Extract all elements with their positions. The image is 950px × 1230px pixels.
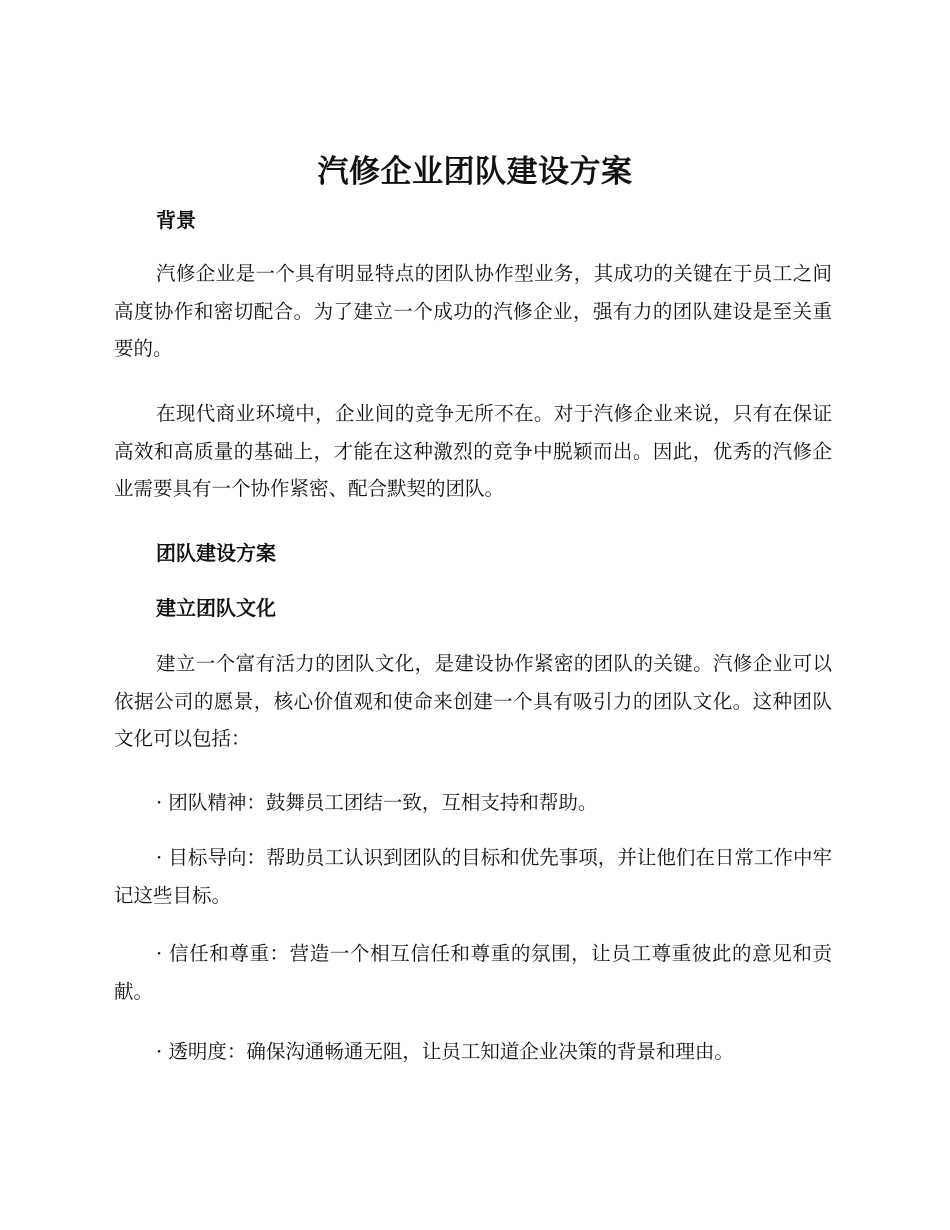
bullet-item-goal-oriented: · 目标导向：帮助员工认识到团队的目标和优先事项，并让他们在日常工作中牢记这些目标。 [114, 846, 832, 907]
section-heading-background: 背景 [156, 208, 196, 232]
bullet-item-trust-respect: · 信任和尊重：营造一个相互信任和尊重的氛围，让员工尊重彼此的意见和贡献。 [114, 942, 832, 1003]
paragraph-background-1: 汽修企业是一个具有明显特点的团队协作型业务，其成功的关键在于员工之间高度协作和密切配合。为了建立一个成功的汽修企业，强有力的团队建设是至关重要的。 [114, 262, 832, 360]
paragraph-background-2: 在现代商业环境中，企业间的竞争无所不在。对于汽修企业来说，只有在保证高效和高质量的基础上，才能在这种激烈的竞争中脱颖而出。因此，优秀的汽修企业需要具有一个协作紧密、配合默契的团队。 [114, 402, 832, 500]
paragraph-culture-intro: 建立一个富有活力的团队文化，是建设协作紧密的团队的关键。汽修企业可以依据公司的愿景，核心价值观和使命来创建一个具有吸引力的团队文化。这种团队文化可以包括： [114, 652, 832, 750]
bullet-item-team-spirit: · 团队精神：鼓舞员工团结一致，互相支持和帮助。 [156, 791, 598, 814]
section-heading-team-plan: 团队建设方案 [156, 541, 276, 565]
bullet-item-transparency: · 透明度：确保沟通畅通无阻，让员工知道企业决策的背景和理由。 [156, 1040, 734, 1063]
document-title: 汽修企业团队建设方案 [317, 154, 633, 190]
section-heading-team-culture: 建立团队文化 [156, 596, 276, 620]
